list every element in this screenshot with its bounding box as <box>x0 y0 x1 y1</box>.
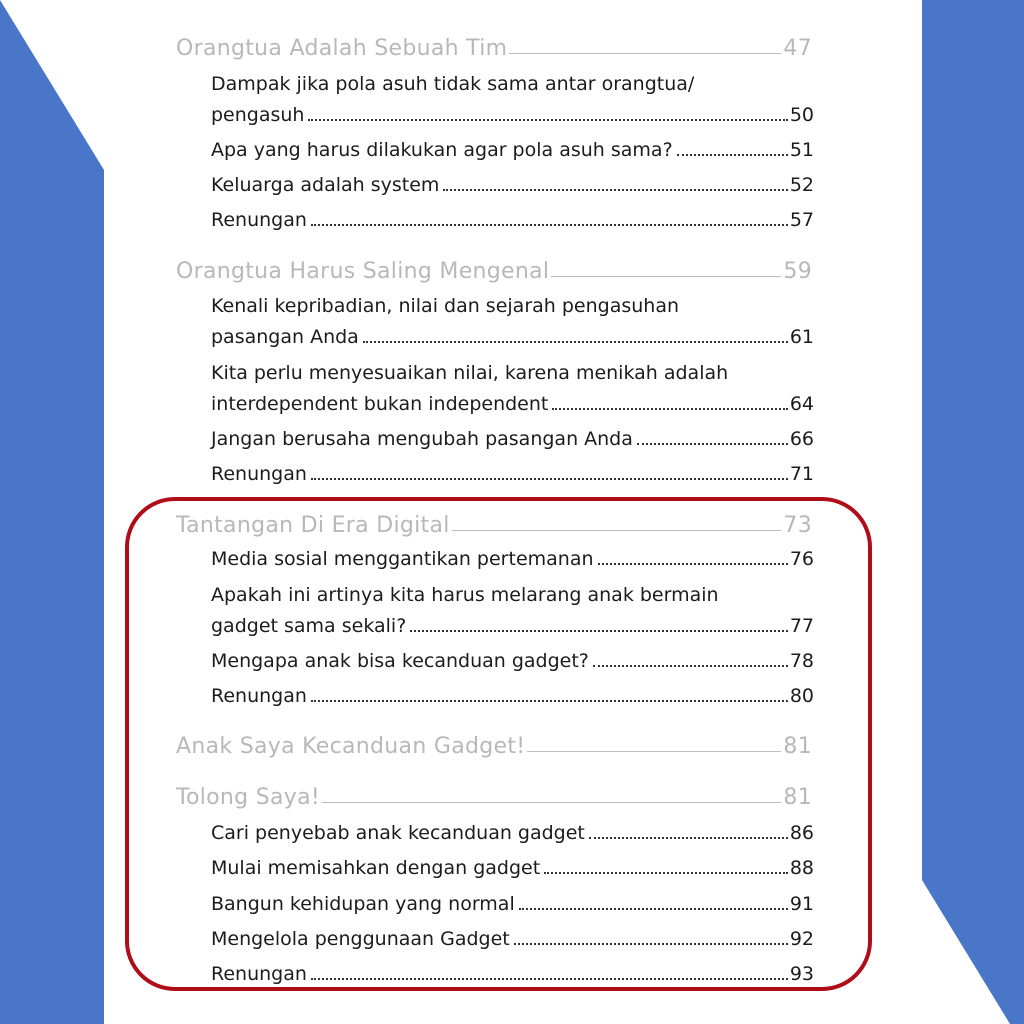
item-title: Renungan <box>211 963 307 985</box>
item-title: pengasuh <box>211 104 305 126</box>
dot-leader <box>311 224 788 226</box>
dot-leader <box>311 478 788 480</box>
dot-leader <box>308 119 787 121</box>
chapter-title: Tolong Saya! <box>176 785 321 810</box>
item-page: 93 <box>789 963 814 985</box>
chapter-page: 81 <box>783 734 812 759</box>
item-title: Bangun kehidupan yang normal <box>211 893 515 915</box>
dot-leader <box>443 189 787 191</box>
item-page: 57 <box>789 209 814 231</box>
chapter-page: 59 <box>783 259 812 284</box>
chapter-title: Orangtua Harus Saling Mengenal <box>176 259 550 284</box>
dot-leader <box>509 53 781 54</box>
item-title: Mulai memisahkan dengan gadget <box>211 857 541 879</box>
item-title: Renungan <box>211 209 307 231</box>
item-page: 52 <box>789 174 814 196</box>
left-blue-panel <box>0 0 104 1024</box>
item-page: 77 <box>789 615 814 637</box>
item-page: 61 <box>789 326 814 348</box>
item-page: 88 <box>789 857 814 879</box>
toc-chapter-orangtua-mengenal <box>176 259 812 284</box>
item-title: Cari penyebab anak kecanduan gadget <box>211 822 585 844</box>
dot-leader <box>552 408 787 410</box>
dot-leader <box>637 443 788 445</box>
toc-item-line1: Kita perlu menyesuaikan nilai, karena menikah adalah <box>211 362 729 384</box>
item-title: Keluarga adalah system <box>211 174 440 196</box>
chapter-title: Orangtua Adalah Sebuah Tim <box>176 36 508 61</box>
item-title: Mengelola penggunaan Gadget <box>211 928 510 950</box>
item-title: Jangan berusaha mengubah pasangan Anda <box>211 428 633 450</box>
item-page: 50 <box>789 104 814 126</box>
item-page: 51 <box>789 139 814 161</box>
chapter-page: 73 <box>783 513 812 538</box>
item-page: 71 <box>789 463 814 485</box>
item-title: interdependent bukan independent <box>211 393 549 415</box>
toc-chapter-orangtua-tim <box>176 36 812 61</box>
item-page: 78 <box>789 650 814 672</box>
item-page: 91 <box>789 893 814 915</box>
toc-item <box>211 463 814 485</box>
item-title: Mengapa anak bisa kecanduan gadget? <box>211 650 589 672</box>
dot-leader <box>551 276 781 277</box>
chapter-title: Tantangan Di Era Digital <box>176 513 450 538</box>
toc-item-line1: Kenali kepribadian, nilai dan sejarah pengasuhan <box>211 295 680 317</box>
chapter-title: Anak Saya Kecanduan Gadget! <box>176 734 526 759</box>
chapter-page: 81 <box>783 785 812 810</box>
item-page: 80 <box>789 685 814 707</box>
item-title: pasangan Anda <box>211 326 359 348</box>
toc-item <box>211 104 814 126</box>
toc-item <box>211 209 814 231</box>
toc-item-line1: Apakah ini artinya kita harus melarang anak bermain <box>211 584 719 606</box>
item-title: Renungan <box>211 463 307 485</box>
toc-item <box>211 393 814 415</box>
dot-leader <box>363 341 788 343</box>
item-title: gadget sama sekali? <box>211 615 407 637</box>
toc-item <box>211 174 814 196</box>
chapter-page: 47 <box>783 36 812 61</box>
item-title: Media sosial menggantikan pertemanan <box>211 548 594 570</box>
red-highlight-box <box>125 497 872 991</box>
item-page: 64 <box>789 393 814 415</box>
item-page: 92 <box>789 928 814 950</box>
dot-leader <box>677 154 788 156</box>
item-title: Apa yang harus dilakukan agar pola asuh sama? <box>211 139 673 161</box>
toc-item <box>211 139 814 161</box>
toc-item <box>211 428 814 450</box>
toc-item-line1: Dampak jika pola asuh tidak sama antar orangtua/ <box>211 73 695 95</box>
item-page: 66 <box>789 428 814 450</box>
right-blue-panel <box>922 0 1024 1024</box>
item-page: 76 <box>789 548 814 570</box>
item-title: Renungan <box>211 685 307 707</box>
toc-item <box>211 326 814 348</box>
item-page: 86 <box>789 822 814 844</box>
